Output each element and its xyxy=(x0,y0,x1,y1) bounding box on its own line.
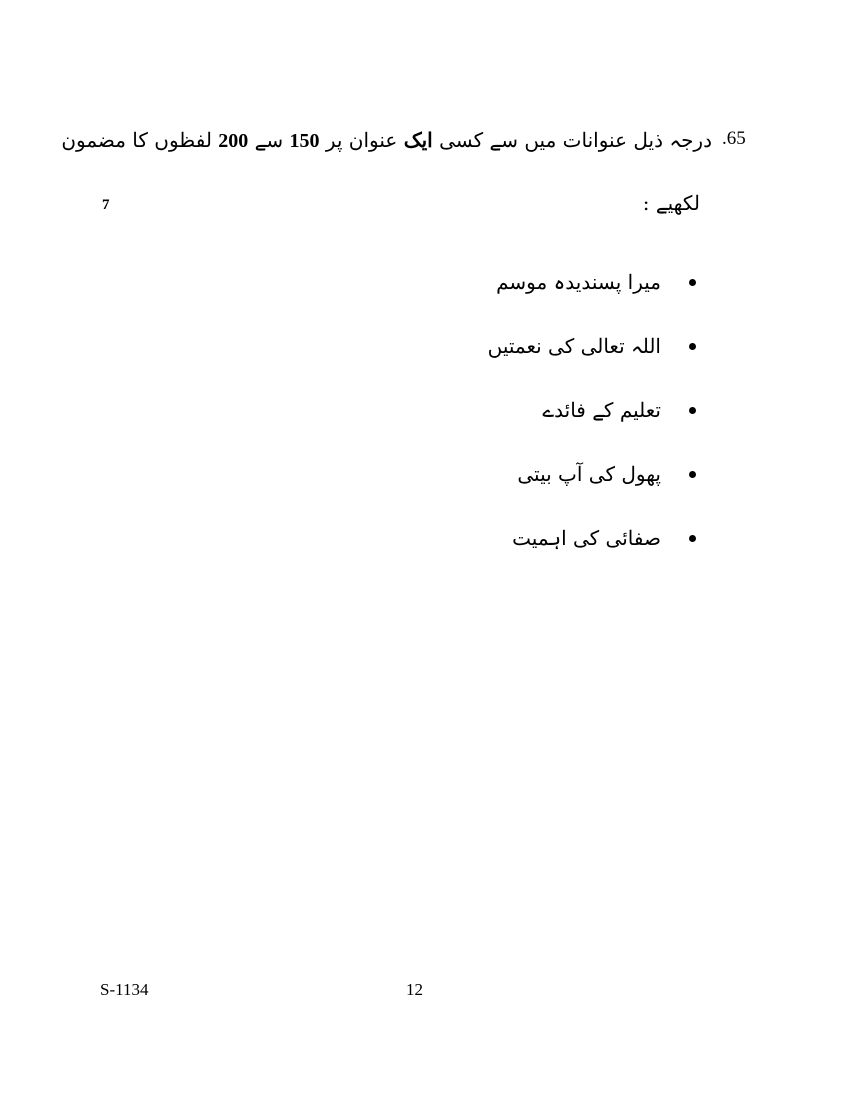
topic-item xyxy=(400,442,700,506)
word-count-min: 150 xyxy=(289,130,320,152)
topic-list xyxy=(400,250,700,570)
bullet-icon xyxy=(689,471,696,478)
bullet-icon xyxy=(689,535,696,542)
question-text-part-a: درجہ ذیل عنوانات میں سے کسی xyxy=(439,128,712,152)
topic-label: اللہ تعالی کی نعمتیں xyxy=(487,334,661,358)
footer-page-number: 12 xyxy=(406,980,423,999)
topic-item xyxy=(400,506,700,570)
question-text-part-b: عنوان پر xyxy=(325,128,398,152)
question-text-line1 xyxy=(61,124,712,157)
question-text-part-c: سے xyxy=(254,128,284,152)
word-count-max: 200 xyxy=(218,130,249,152)
topic-label: تعلیم کے فائدے xyxy=(542,398,661,422)
topic-label: میرا پسندیدہ موسم xyxy=(496,270,661,294)
topic-label: صفائی کی اہمیت xyxy=(512,526,661,550)
bullet-icon xyxy=(689,279,696,286)
marks: 7 xyxy=(102,197,110,213)
topic-label: پھول کی آپ بیتی xyxy=(517,462,661,486)
question-emphasis-word: ایک xyxy=(403,128,433,152)
question-text-part-d: لفظوں کا مضمون xyxy=(61,128,212,152)
question-number: .65 xyxy=(722,128,746,149)
footer-paper-code: S-1134 xyxy=(100,980,149,999)
bullet-icon xyxy=(689,407,696,414)
topic-item xyxy=(400,250,700,314)
topic-item xyxy=(400,378,700,442)
topic-item xyxy=(400,314,700,378)
bullet-icon xyxy=(689,343,696,350)
question-text-line2: لکھیے : xyxy=(642,191,700,215)
